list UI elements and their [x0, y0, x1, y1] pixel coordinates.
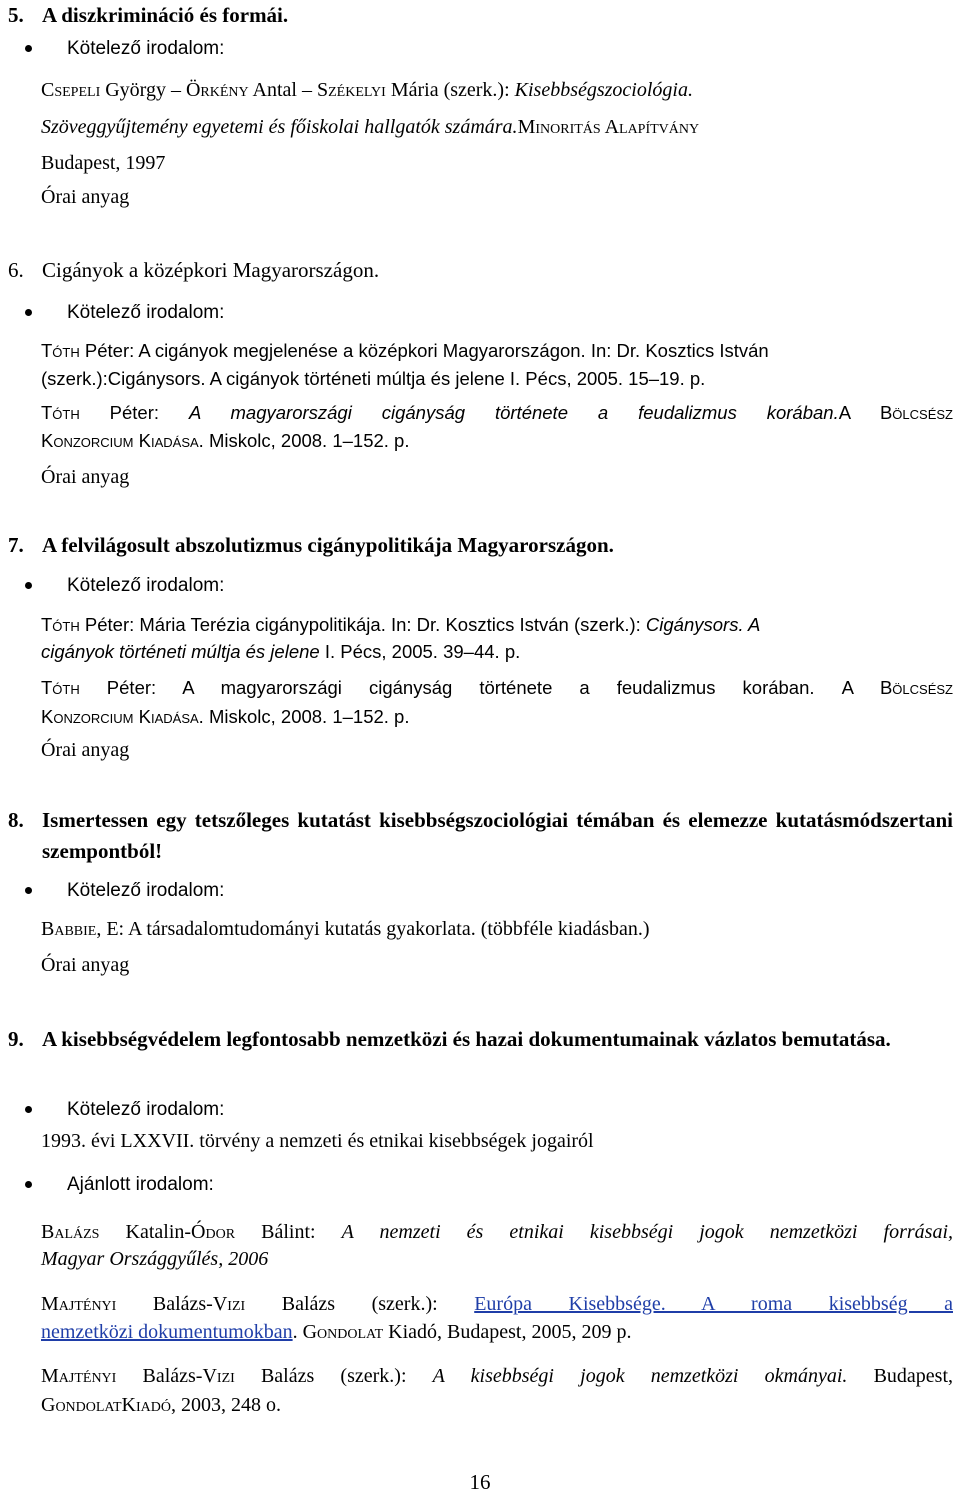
page-number: 16 [469, 1470, 491, 1494]
reference-line: Majtényi Balázs-Vizi Balázs (szerk.): Európa Kisebbsége. A roma kisebbség a [41, 1293, 953, 1315]
document-page: 5. A diszkrimináció és formái. Kötelező irodalom: Csepeli György – Örkény Antal – Székelyi Mária (szerk.): Kisebbségszociológia. Szöveggyűjtemény egyetemi és főiskolai hallgatók számára.Minoritás Alapítvány Budapest, 1997 Órai anyag 6. Cigányok a középkori Magyarországon. Kötelező irodalom: Tóth Péter: A cigányok megjelenése a középkori Magyarországon. In: Dr. Kosztics István (szerk.):Cigánysors. A cigányok történeti múltja és jelene I. Pécs, 2005. 15–19. p. Tóth Péter: A magyarországi cigányság története a feudalizmus korában.A Bölcsész Konzorcium Kiadása. Miskolc, 2008. 1–152. p. Órai anyag 7. A felvilágosult abszolutizmus cigánypolitikája Magyarországon. Kötelező irodalom: Tóth Péter: Mária Terézia cigánypolitikája. In: Dr. Kosztics István (szerk.): Cigánysors. A cigányok történeti múltja és jelene I. Pécs, 2005. 39–44. p. Tóth Péter: A magyarországi cigányság története a feudalizmus korában. A Bölcsész Konzorcium Kiadása. Miskolc, 2008. 1–152. p. Órai anyag 8. Ismertessen egy tetszőleges kutatást kisebbségszociológiai témában és elemezze kutatásmódszertani szempontból! Kötelező irodalom: Babbie, E: A társadalomtudományi kutatás gyakorlata. (többféle kiadásban.) Órai anyag 9. A kisebbségvédelem legfontosabb nemzetközi és hazai dokumentumainak vázlatos bemutatása. Kötelező irodalom: 1993. évi LXXVII. törvény a nemzeti és etnikai kisebbségek jogairól Ajánlott irodalom: Balázs Katalin-Ódor Bálint: A nemzeti és etnikai kisebbségi jogok nemzetközi forrásai, Magyar Országgyűlés, 2006 Majtényi Balázs-Vizi Balázs (szerk.): Európa Kisebbsége. A roma kisebbség a nemzetközi dokumentumokban. Gondolat Kiadó, Budapest, 2005, 209 p. Majtényi Balázs-Vizi Balázs (szerk.): A kisebbségi jogok nemzetközi okmányai. Budapest, GondolatKiadó, 2003, 248 o. 16 [0, 0, 960, 1497]
class-material-note: Órai anyag [41, 466, 130, 488]
nemzetkozi-dokumentumokban-link[interactable]: nemzetközi dokumentumokban [41, 1321, 293, 1343]
reference-line: Konzorcium Kiadása. Miskolc, 2008. 1–152. p. [41, 430, 410, 451]
section-heading-6: 6. Cigányok a középkori Magyarországon. [8, 258, 380, 282]
section-heading-8: 8. Ismertessen egy tetszőleges kutatást kisebbségszociológiai témában és elemezze kutatásmódszertani szempontból! [8, 808, 953, 863]
reference-line: cigányok történeti múltja és jelene I. Pécs, 2005. 39–44. p. [41, 641, 521, 662]
reference-line: nemzetközi dokumentumokban. Gondolat Kiadó, Budapest, 2005, 209 p. [41, 1321, 632, 1343]
bullet-icon [25, 887, 32, 894]
europa-kisebbsege-link[interactable]: Európa Kisebbsége. A roma kisebbség a [474, 1293, 953, 1315]
class-material-note: Órai anyag [41, 186, 130, 208]
class-material-note: Órai anyag [41, 954, 130, 976]
section-number: 5. [8, 3, 24, 27]
section-title: A diszkrimináció és formái. [42, 3, 289, 27]
section-heading-7: 7. A felvilágosult abszolutizmus cigánypolitikája Magyarországon. [8, 533, 614, 557]
bullet-icon [25, 1181, 32, 1188]
reference-line: Babbie, E: A társadalomtudományi kutatás gyakorlata. (többféle kiadásban.) [41, 918, 650, 940]
bullet-icon [25, 582, 32, 589]
section-heading-5 [8, 0, 953, 31]
reference-line: Tóth Péter: A magyarországi cigányság története a feudalizmus korában.A Bölcsész [41, 402, 953, 423]
reference-line: Tóth Péter: A magyarországi cigányság története a feudalizmus korában. A Bölcsész [41, 677, 953, 698]
reference-line: Tóth Péter: Mária Terézia cigánypolitikája. In: Dr. Kosztics István (szerk.): Cigánysors. A [41, 614, 761, 635]
reference-line: GondolatKiadó, 2003, 248 o. [41, 1394, 281, 1416]
reference-line: Tóth Péter: A cigányok megjelenése a középkori Magyarországon. In: Dr. Kosztics István [41, 340, 769, 361]
section-heading-9: 9. A kisebbségvédelem legfontosabb nemzetközi és hazai dokumentumainak vázlatos bemutatása. [8, 1027, 891, 1051]
law-reference: 1993. évi LXXVII. törvény a nemzeti és etnikai kisebbségek jogairól [41, 1130, 594, 1152]
reference-line: Magyar Országgyűlés, 2006 [41, 1248, 269, 1270]
reference-line: Konzorcium Kiadása. Miskolc, 2008. 1–152. p. [41, 706, 410, 727]
class-material-note: Órai anyag [41, 739, 130, 761]
bullet-icon [25, 309, 32, 316]
reference-line: Csepeli György – Örkény Antal – Székelyi Mária (szerk.): Kisebbségszociológia. [41, 79, 693, 101]
bullet-icon [25, 1106, 32, 1113]
reference-line: Balázs Katalin-Ódor Bálint: A nemzeti és etnikai kisebbségi jogok nemzetközi forrásai, [41, 1221, 954, 1243]
reference-line: Szöveggyűjtemény egyetemi és főiskolai hallgatók számára.Minoritás Alapítvány [41, 116, 700, 138]
reference-line: Budapest, 1997 [41, 152, 166, 174]
reference-line: (szerk.):Cigánysors. A cigányok történeti múltja és jelene I. Pécs, 2005. 15–19. p. [41, 368, 706, 389]
reference-line: Majtényi Balázs-Vizi Balázs (szerk.): A kisebbségi jogok nemzetközi okmányai. Budapest, [41, 1365, 953, 1387]
bullet-icon [25, 45, 32, 52]
